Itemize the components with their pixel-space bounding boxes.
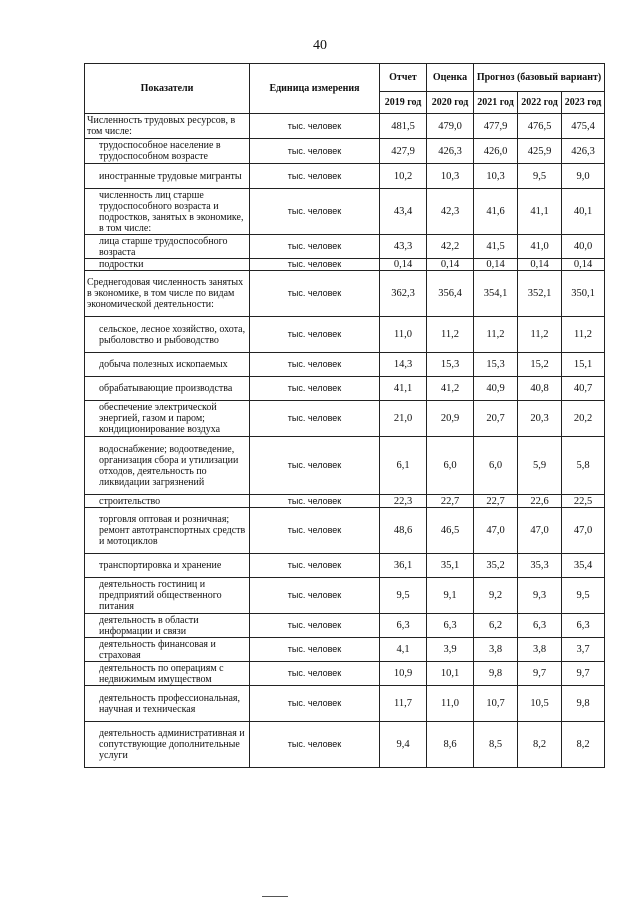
table-row [85,614,605,638]
value-2021: 22,7 [474,495,518,508]
header-estimate: Оценка [427,64,474,92]
value-2022: 41,0 [518,235,562,259]
value-2020: 8,6 [427,722,474,768]
page-number: 40 [313,38,327,53]
value-2021: 6,2 [474,614,518,638]
value-2020: 6,0 [427,437,474,495]
value-2020: 11,0 [427,686,474,722]
value-2019: 427,9 [380,139,427,164]
table-row [85,578,605,614]
value-2023: 5,8 [562,437,605,495]
unit-cell: тыс. человек [250,271,380,317]
value-2021: 6,0 [474,437,518,495]
table-row [85,377,605,401]
indicator-name: строительство [85,495,250,508]
value-2019: 10,9 [380,662,427,686]
indicator-name: транспортировка и хранение [85,554,250,578]
value-2020: 42,3 [427,189,474,235]
value-2023: 35,4 [562,554,605,578]
value-2019: 21,0 [380,401,427,437]
indicator-name: Среднегодовая численность занятых в экономике, в том числе по видам экономической деятельности: [85,271,250,317]
value-2021: 3,8 [474,638,518,662]
table-row [85,401,605,437]
table-header [85,64,605,114]
table-row [85,164,605,189]
unit-cell: тыс. человек [250,189,380,235]
value-2021: 41,5 [474,235,518,259]
value-2020: 6,3 [427,614,474,638]
value-2020: 35,1 [427,554,474,578]
value-2020: 20,9 [427,401,474,437]
value-2023: 11,2 [562,317,605,353]
value-2023: 40,0 [562,235,605,259]
value-2019: 43,3 [380,235,427,259]
value-2021: 35,2 [474,554,518,578]
table-row [85,271,605,317]
value-2022: 8,2 [518,722,562,768]
value-2020: 42,2 [427,235,474,259]
table-row [85,317,605,353]
value-2020: 426,3 [427,139,474,164]
header-year-2021: 2021 год [474,92,518,114]
value-2021: 10,7 [474,686,518,722]
value-2021: 426,0 [474,139,518,164]
value-2020: 15,3 [427,353,474,377]
table-row [85,259,605,271]
value-2020: 10,1 [427,662,474,686]
table-row [85,638,605,662]
unit-cell: тыс. человек [250,139,380,164]
value-2020: 10,3 [427,164,474,189]
value-2022: 40,8 [518,377,562,401]
value-2023: 426,3 [562,139,605,164]
table-row [85,353,605,377]
value-2022: 3,8 [518,638,562,662]
table-row [85,722,605,768]
value-2019: 6,1 [380,437,427,495]
value-2019: 10,2 [380,164,427,189]
value-2022: 9,7 [518,662,562,686]
table-row [85,686,605,722]
unit-cell: тыс. человек [250,508,380,554]
unit-cell: тыс. человек [250,235,380,259]
value-2022: 9,5 [518,164,562,189]
indicator-name: трудоспособное население в трудоспособном возрасте [85,139,250,164]
table-row [85,495,605,508]
unit-cell: тыс. человек [250,614,380,638]
value-2021: 354,1 [474,271,518,317]
unit-cell: тыс. человек [250,259,380,271]
unit-cell: тыс. человек [250,377,380,401]
table-row [85,235,605,259]
value-2020: 22,7 [427,495,474,508]
table-row [85,554,605,578]
value-2022: 425,9 [518,139,562,164]
value-2023: 20,2 [562,401,605,437]
header-report: Отчет [380,64,427,92]
value-2023: 3,7 [562,638,605,662]
value-2021: 0,14 [474,259,518,271]
table-row [85,114,605,139]
value-2019: 14,3 [380,353,427,377]
value-2020: 0,14 [427,259,474,271]
value-2022: 5,9 [518,437,562,495]
header-year-2022: 2022 год [518,92,562,114]
unit-cell: тыс. человек [250,164,380,189]
value-2022: 20,3 [518,401,562,437]
indicator-name: деятельность административная и сопутствующие дополнительные услуги [85,722,250,768]
value-2023: 40,7 [562,377,605,401]
value-2023: 9,0 [562,164,605,189]
value-2021: 41,6 [474,189,518,235]
indicator-name: деятельность по операциям с недвижимым имуществом [85,662,250,686]
table-row [85,437,605,495]
table-row [85,508,605,554]
unit-cell: тыс. человек [250,638,380,662]
indicator-name: торговля оптовая и розничная; ремонт автотранспортных средств и мотоциклов [85,508,250,554]
footer-mark [262,896,288,897]
header-year-2019: 2019 год [380,92,427,114]
header-forecast: Прогноз (базовый вариант) [474,64,605,92]
unit-cell: тыс. человек [250,114,380,139]
unit-cell: тыс. человек [250,554,380,578]
header-unit: Единица измерения [250,64,380,114]
unit-cell: тыс. человек [250,722,380,768]
value-2022: 35,3 [518,554,562,578]
indicator-name: водоснабжение; водоотведение, организация сбора и утилизации отходов, деятельность по ликвидации загрязнений [85,437,250,495]
value-2022: 47,0 [518,508,562,554]
indicator-name: лица старше трудоспособного возраста [85,235,250,259]
unit-cell: тыс. человек [250,353,380,377]
value-2019: 4,1 [380,638,427,662]
indicator-name: подростки [85,259,250,271]
value-2019: 9,5 [380,578,427,614]
value-2019: 11,0 [380,317,427,353]
value-2019: 43,4 [380,189,427,235]
value-2023: 9,7 [562,662,605,686]
header-indicators: Показатели [85,64,250,114]
header-year-2023: 2023 год [562,92,605,114]
unit-cell: тыс. человек [250,437,380,495]
unit-cell: тыс. человек [250,495,380,508]
unit-cell: тыс. человек [250,578,380,614]
value-2020: 9,1 [427,578,474,614]
value-2021: 8,5 [474,722,518,768]
value-2020: 479,0 [427,114,474,139]
value-2020: 356,4 [427,271,474,317]
indicator-name: деятельность гостиниц и предприятий общественного питания [85,578,250,614]
value-2021: 20,7 [474,401,518,437]
value-2023: 6,3 [562,614,605,638]
value-2021: 477,9 [474,114,518,139]
indicator-name: обрабатывающие производства [85,377,250,401]
table-row [85,139,605,164]
value-2019: 41,1 [380,377,427,401]
header-year-2020: 2020 год [427,92,474,114]
indicator-name: деятельность профессиональная, научная и техническая [85,686,250,722]
indicator-name: численность лиц старше трудоспособного возраста и подростков, занятых в экономике, в том числе: [85,189,250,235]
value-2023: 9,8 [562,686,605,722]
table-body [85,114,605,768]
value-2022: 10,5 [518,686,562,722]
value-2019: 362,3 [380,271,427,317]
value-2019: 481,5 [380,114,427,139]
indicator-name: обеспечение электрической энергией, газом и паром; кондиционирование воздуха [85,401,250,437]
indicators-table [84,63,605,768]
unit-cell: тыс. человек [250,686,380,722]
value-2022: 22,6 [518,495,562,508]
indicator-name: деятельность в области информации и связи [85,614,250,638]
value-2022: 9,3 [518,578,562,614]
value-2019: 22,3 [380,495,427,508]
value-2022: 476,5 [518,114,562,139]
value-2023: 350,1 [562,271,605,317]
value-2021: 40,9 [474,377,518,401]
value-2022: 41,1 [518,189,562,235]
value-2021: 15,3 [474,353,518,377]
value-2020: 3,9 [427,638,474,662]
value-2023: 8,2 [562,722,605,768]
value-2019: 36,1 [380,554,427,578]
value-2021: 47,0 [474,508,518,554]
value-2020: 46,5 [427,508,474,554]
value-2019: 0,14 [380,259,427,271]
table-row [85,662,605,686]
value-2019: 11,7 [380,686,427,722]
value-2023: 475,4 [562,114,605,139]
value-2023: 22,5 [562,495,605,508]
unit-cell: тыс. человек [250,401,380,437]
value-2019: 48,6 [380,508,427,554]
value-2023: 47,0 [562,508,605,554]
table-row [85,189,605,235]
value-2023: 9,5 [562,578,605,614]
value-2022: 0,14 [518,259,562,271]
indicator-name: Численность трудовых ресурсов, в том числе: [85,114,250,139]
indicator-name: деятельность финансовая и страховая [85,638,250,662]
value-2019: 6,3 [380,614,427,638]
unit-cell: тыс. человек [250,662,380,686]
value-2021: 9,2 [474,578,518,614]
value-2023: 15,1 [562,353,605,377]
value-2021: 11,2 [474,317,518,353]
value-2021: 9,8 [474,662,518,686]
value-2023: 40,1 [562,189,605,235]
value-2019: 9,4 [380,722,427,768]
value-2022: 352,1 [518,271,562,317]
unit-cell: тыс. человек [250,317,380,353]
indicator-name: добыча полезных ископаемых [85,353,250,377]
value-2021: 10,3 [474,164,518,189]
indicator-name: иностранные трудовые мигранты [85,164,250,189]
value-2020: 41,2 [427,377,474,401]
value-2022: 15,2 [518,353,562,377]
value-2023: 0,14 [562,259,605,271]
value-2022: 6,3 [518,614,562,638]
value-2020: 11,2 [427,317,474,353]
value-2022: 11,2 [518,317,562,353]
indicator-name: сельское, лесное хозяйство, охота, рыболовство и рыбоводство [85,317,250,353]
